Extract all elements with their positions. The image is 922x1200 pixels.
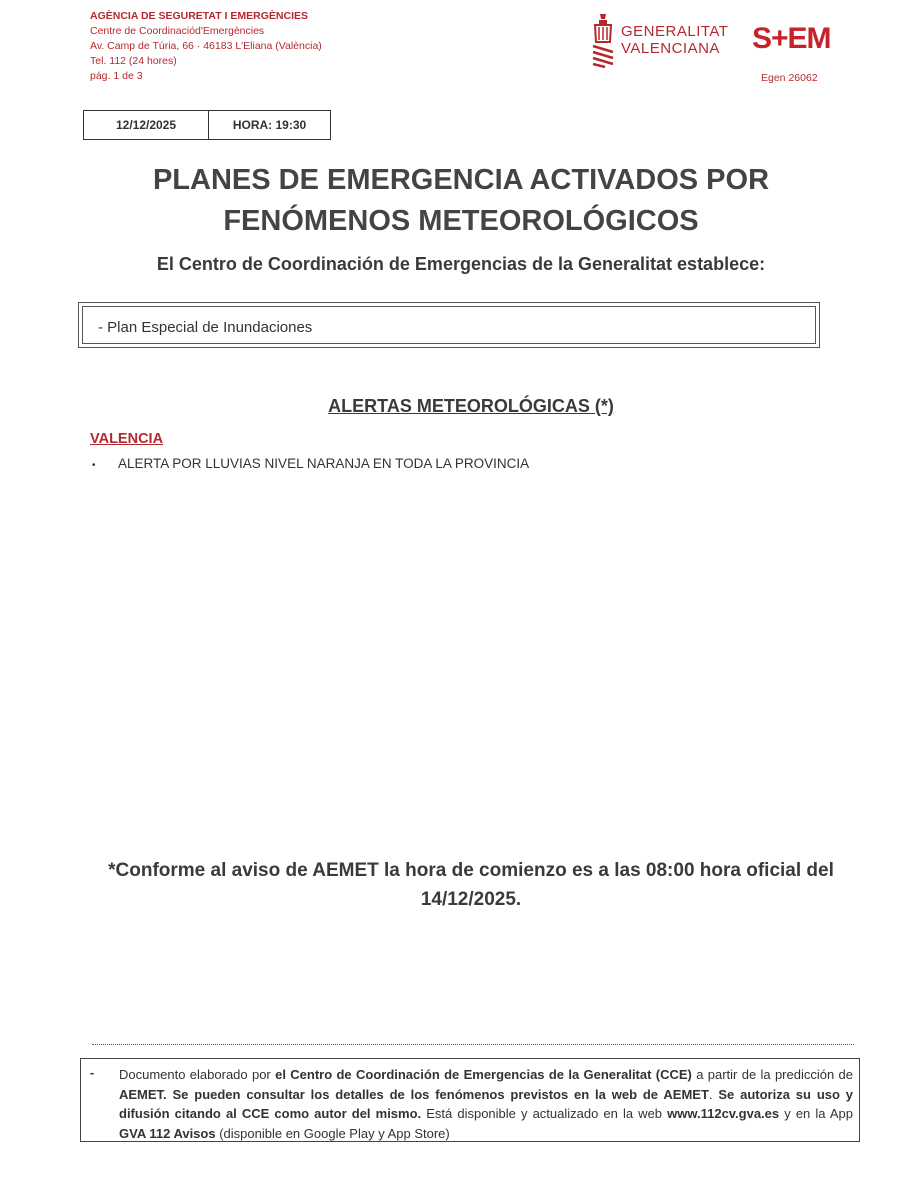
generalitat-line2: VALENCIANA <box>621 40 720 57</box>
aemet-note <box>90 856 852 914</box>
generalitat-shield-icon <box>591 12 615 68</box>
aemet-note-line2: 14/12/2025. <box>420 889 522 910</box>
generalitat-wordmark <box>621 23 728 57</box>
report-hour: HORA: 19:30 <box>232 118 307 132</box>
footer-text-part: (disponible en Google Play y App Store) <box>215 1125 450 1141</box>
sem-logo: S+EM <box>752 22 831 55</box>
footer-text-part: y en la App <box>779 1106 853 1121</box>
aemet-note-line1: *Conforme al aviso de AEMET la hora de comienzo es a las 08:00 hora oficial del <box>108 860 834 881</box>
footer-bold-aemet: AEMET. Se pueden consultar los detalles de los fenómenos previstos en la web de AEMET <box>119 1086 709 1102</box>
alert-region: VALENCIA <box>90 431 164 447</box>
page-title-line1: PLANES DE EMERGENCIA ACTIVADOS POR <box>152 164 770 196</box>
footer-text-part: Está disponible y actualizado en la web <box>421 1106 668 1121</box>
date-hour-box <box>83 110 331 140</box>
page-title-line2: FENÓMENOS METEOROLÓGICOS <box>223 205 699 237</box>
page-number: pág. 1 de 3 <box>90 70 143 82</box>
footer-bold-cce: el Centro de Coordinación de Emergencias de la Generalitat (CCE) <box>275 1067 692 1082</box>
agency-name: AGÈNCIA DE SEGURETAT I EMERGÈNCIES <box>90 10 308 22</box>
page-title <box>0 160 922 242</box>
agency-address: Av. Camp de Túria, 66 · 46183 L'Eliana (València) <box>90 40 322 52</box>
alert-item: ALERTA POR LLUVIAS NIVEL NARANJA EN TODA LA PROVINCIA <box>118 456 530 471</box>
agency-phone: Tel. 112 (24 hores) <box>90 55 177 67</box>
footer-text-part: a partir de la predicción de <box>691 1067 853 1082</box>
footer-bold-authorization: Se autoriza su uso y difusión citando al CCE como autor del mismo. <box>119 1086 854 1121</box>
active-plans-inner <box>82 306 816 344</box>
active-plans-box <box>78 302 820 348</box>
agency-info <box>90 9 322 84</box>
page-subtitle: El Centro de Coordinación de Emergencias de la Generalitat establece: <box>156 254 766 274</box>
agency-centre: Centre de Coordinaciód'Emergències <box>90 25 265 37</box>
footer-divider <box>92 1044 854 1045</box>
document-reference: Egen 26062 <box>761 72 818 84</box>
generalitat-logo <box>591 12 731 68</box>
report-date: 12/12/2025 <box>84 111 209 139</box>
footer-text-part: . <box>708 1086 719 1102</box>
footer-app-name: GVA 112 Avisos <box>119 1125 216 1141</box>
footer-text <box>119 1065 853 1143</box>
footer-website-link[interactable]: www.112cv.gva.es <box>667 1106 780 1121</box>
footer-disclaimer <box>80 1058 860 1142</box>
footer-dash: - <box>90 1066 95 1080</box>
bullet-icon: • <box>92 460 96 471</box>
alerts-heading: ALERTAS METEOROLÓGICAS (*) <box>328 396 614 416</box>
plan-item: - Plan Especial de Inundaciones <box>98 319 313 336</box>
footer-text-part: Documento elaborado por <box>119 1067 276 1082</box>
generalitat-line1: GENERALITAT <box>621 23 729 40</box>
